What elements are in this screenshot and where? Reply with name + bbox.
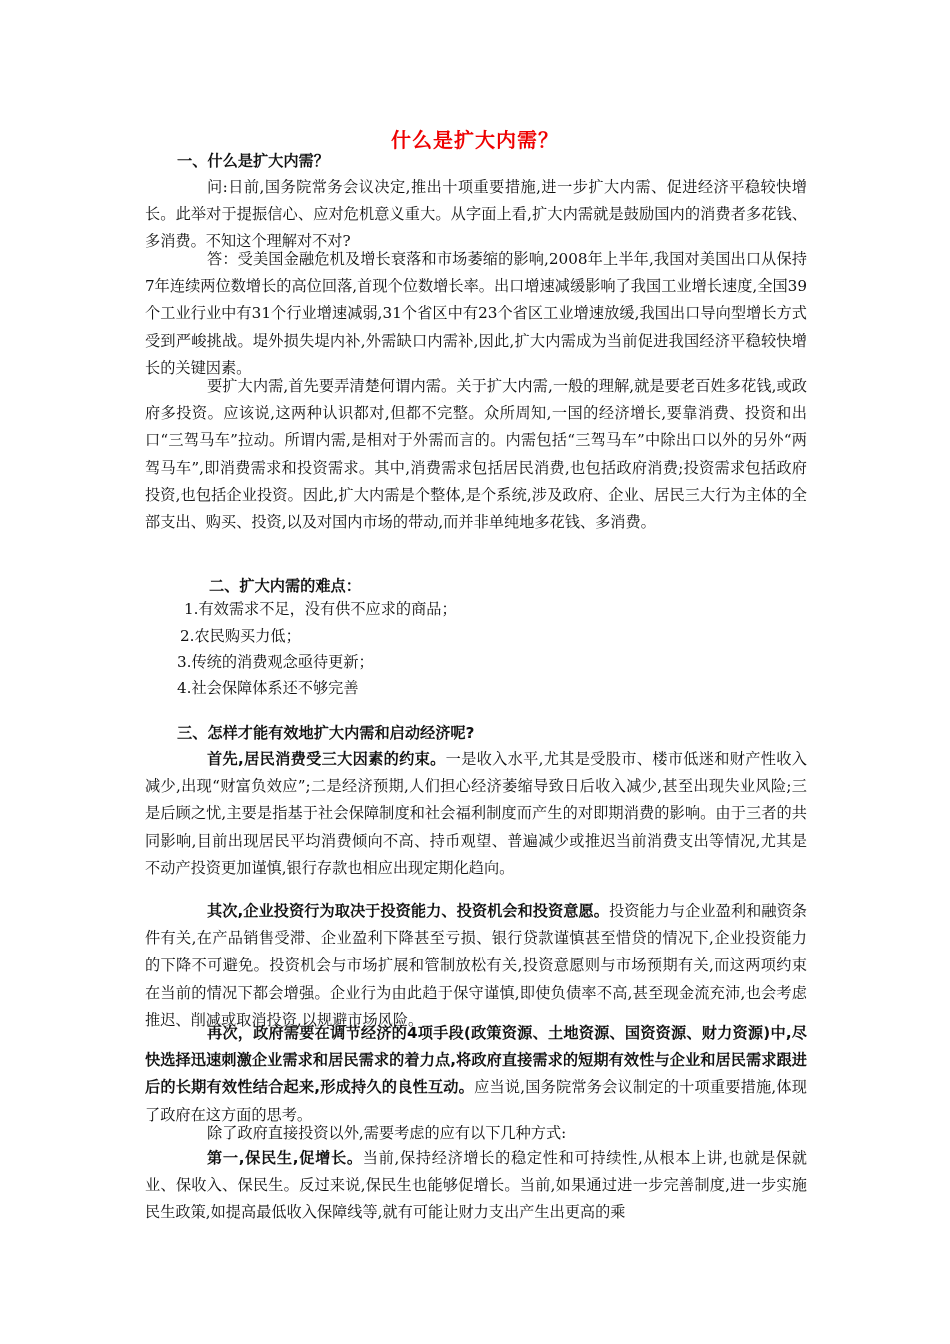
list-item: 4.社会保障体系还不够完善 <box>177 679 359 697</box>
paragraph-third <box>145 1020 807 1129</box>
question-paragraph: 问:日前,国务院常务会议决定,推出十项重要措施,进一步扩大内需、促进经济平稳较快增长。此举对于提振信心、应对危机意义重大。从字面上看,扩大内需就是鼓励国内的消费者多花钱、多消费。不知这个理解对不对? <box>145 178 807 251</box>
section-heading-1: 一、什么是扩大内需？ <box>177 152 329 170</box>
paragraph-methods-intro: 除了政府直接投资以外,需要考虑的应有以下几种方式: <box>207 1124 567 1142</box>
list-item: 3.传统的消费观念亟待更新； <box>177 653 374 671</box>
paragraph-second <box>145 898 807 1034</box>
paragraph-point-one-lead: 第一,保民生,促增长。 <box>207 1149 363 1167</box>
paragraph-first-text: 一是收入水平,尤其是受股市、楼市低迷和财产性收入减少,出现“财富负效应”;二是经济预期,人们担心经济萎缩导致日后收入减少,甚至出现失业风险;三是后顾之忧,主要是指基于社会保障制度和社会福利制度而产生的对即期消费的影响。由于三者的共同影响,目前出现居民平均消费倾向不高、持币观望、普遍减少或推迟当前消费支出等情况,尤其是不动产投资更加谨慎,银行存款也相应出现定期化趋向。 <box>145 750 807 877</box>
paragraph-second-lead: 其次,企业投资行为取决于投资能力、投资机会和投资意愿。 <box>207 902 609 920</box>
section-heading-3: 三、怎样才能有效地扩大内需和启动经济呢? <box>177 724 475 742</box>
answer-paragraph-1: 答：受美国金融危机及增长衰落和市场萎缩的影响,2008年上半年,我国对美国出口从保持7年连续两位数增长的高位回落,首现个位数增长率。出口增速减缓影响了我国工业增长速度,全国39个工业行业中有31个行业增速减弱,31个省区中有23个省区工业增速放缓,我国出口导向型增长方式受到严峻挑战。堤外损失堤内补,外需缺口内需补,因此,扩大内需成为当前促进我国经济平稳较快增长的关键因素。 <box>145 250 807 377</box>
section-heading-2: 二、扩大内需的难点： <box>209 577 361 595</box>
paragraph-third-text: 应当说,国务院常务会议制定的十项重要措施,体现了政府在这方面的思考。 <box>145 1078 807 1124</box>
list-item: 1.有效需求不足，没有供不应求的商品； <box>184 600 457 618</box>
paragraph-third-lead: 再次，政府需要在调节经济的4项手段(政策资源、土地资源、国资资源、财力资源)中,尽快选择迅速刺激企业需求和居民需求的着力点,将政府直接需求的短期有效性与企业和居民需求跟进后的长期有效性结合起来,形成持久的良性互动。 <box>145 1024 807 1097</box>
paragraph-first <box>145 746 807 882</box>
answer-paragraph-2: 要扩大内需,首先要弄清楚何谓内需。关于扩大内需,一般的理解,就是要老百姓多花钱,或政府多投资。应该说,这两种认识都对,但都不完整。众所周知,一国的经济增长,要靠消费、投资和出口“三驾马车”拉动。所谓内需,是相对于外需而言的。内需包括“三驾马车”中除出口以外的另外“两驾马车”,即消费需求和投资需求。其中,消费需求包括居民消费,也包括政府消费;投资需求包括政府投资,也包括企业投资。因此,扩大内需是个整体,是个系统,涉及政府、企业、居民三大行为主体的全部支出、购买、投资,以及对国内市场的带动,而并非单纯地多花钱、多消费。 <box>145 377 807 532</box>
document-title: 什么是扩大内需？ <box>391 128 559 152</box>
list-item: 2.农民购买力低； <box>180 627 301 645</box>
paragraph-first-lead: 首先,居民消费受三大因素的约束。 <box>207 750 446 768</box>
paragraph-second-text: 投资能力与企业盈利和融资条件有关,在产品销售受滞、企业盈利下降甚至亏损、银行贷款谨慎甚至惜贷的情况下,企业投资能力的下降不可避免。投资机会与市场扩展和管制放松有关,投资意愿则与市场预期有关,而这两项约束在当前的情况下都会增强。企业行为由此趋于保守谨慎,即使负债率不高,甚至现金流充沛,也会考虑推迟、削减或取消投资,以规避市场风险。 <box>145 902 807 1029</box>
paragraph-point-one-text: 当前,保持经济增长的稳定性和可持续性,从根本上讲,也就是保就业、保收入、保民生。反过来说,保民生也能够促增长。当前,如果通过进一步完善制度,进一步实施民生政策,如提高最低收入保障线等,就有可能让财力支出产生出更高的乘 <box>145 1149 807 1222</box>
paragraph-point-one <box>145 1145 807 1227</box>
